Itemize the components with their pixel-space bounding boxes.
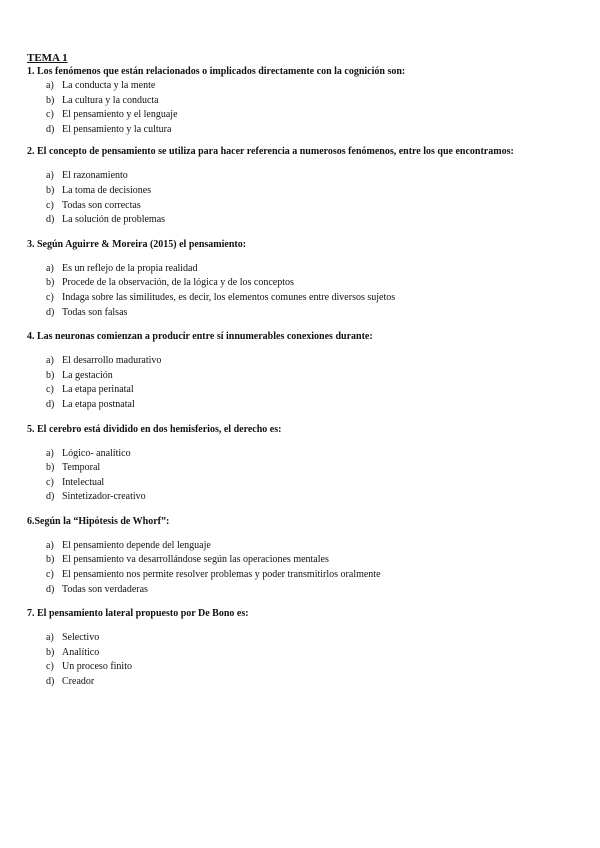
question-4: 4. Las neuronas comienzan a producir entre sí innumerables conexiones durante: [27, 331, 373, 343]
option-letter: a) [46, 170, 54, 182]
option-6a [27, 539, 582, 554]
question-1-options [27, 79, 582, 137]
option-letter: d) [46, 676, 55, 688]
option-text: Temporal [62, 462, 101, 474]
option-6d [27, 583, 582, 598]
option-2b [27, 184, 582, 199]
option-letter: c) [46, 384, 54, 396]
option-7b [27, 646, 582, 661]
option-text: La etapa perinatal [62, 384, 134, 396]
option-text: Un proceso finito [62, 661, 132, 673]
option-4d [27, 398, 582, 413]
option-1a [27, 79, 582, 94]
option-letter: b) [46, 462, 55, 474]
option-7a [27, 631, 582, 646]
option-6b [27, 553, 582, 568]
option-letter: c) [46, 199, 54, 211]
option-letter: c) [46, 109, 54, 121]
option-text: Procede de la observación, de la lógica y de los conceptos [62, 277, 294, 289]
option-letter: a) [46, 355, 54, 367]
option-letter: b) [46, 94, 55, 106]
option-text: Lógico- analítico [62, 447, 131, 459]
option-letter: b) [46, 369, 55, 381]
question-1: 1. Los fenómenos que están relacionados o implicados directamente con la cognición son: [27, 66, 406, 77]
option-4c [27, 383, 582, 398]
option-letter: c) [46, 476, 54, 488]
option-2d [27, 213, 582, 228]
option-text: El pensamiento nos permite resolver problemas y poder transmitirlos oralmente [62, 569, 381, 581]
option-5b [27, 461, 582, 476]
option-text: El pensamiento depende del lenguaje [62, 539, 211, 551]
option-5a [27, 447, 582, 462]
option-1d [27, 123, 582, 138]
option-letter: d) [46, 214, 55, 226]
option-letter: b) [46, 554, 55, 566]
option-1c [27, 108, 582, 123]
option-text: Es un reflejo de la propia realidad [62, 262, 198, 274]
question-5-options [27, 447, 582, 505]
option-7d [27, 675, 582, 690]
option-text: Analítico [62, 646, 100, 658]
option-letter: b) [46, 184, 55, 196]
option-7c [27, 660, 582, 675]
option-text: El desarrollo madurativo [62, 355, 162, 367]
option-letter: d) [46, 398, 55, 410]
option-letter: c) [46, 291, 54, 303]
option-6c [27, 568, 582, 583]
option-1b [27, 94, 582, 109]
option-4a [27, 354, 582, 369]
question-2-options [27, 169, 582, 227]
option-text: La gestación [62, 369, 113, 381]
question-2: 2. El concepto de pensamiento se utiliza para hacer referencia a numerosos fenómenos, entre los que encontramos: [27, 146, 514, 158]
option-letter: b) [46, 646, 55, 658]
option-letter: b) [46, 277, 55, 289]
document-page [27, 51, 582, 690]
option-letter: d) [46, 306, 55, 318]
question-6: 6.Según la “Hipótesis de Whorf”: [27, 515, 170, 527]
option-letter: c) [46, 661, 54, 673]
option-5c [27, 476, 582, 491]
question-7-options [27, 631, 582, 689]
option-text: Indaga sobre las similitudes, es decir, los elementos comunes entre diversos sujetos [62, 291, 396, 303]
option-text: Sintetizador-creativo [62, 491, 146, 503]
option-text: La toma de decisiones [62, 184, 152, 196]
option-text: La conducta y la mente [62, 80, 156, 91]
option-2a [27, 169, 582, 184]
option-4b [27, 369, 582, 384]
option-letter: a) [46, 262, 54, 274]
option-text: El pensamiento va desarrollándose según las operaciones mentales [62, 554, 329, 566]
option-text: El razonamiento [62, 170, 128, 182]
option-2c [27, 199, 582, 214]
option-3c [27, 291, 582, 306]
option-letter: c) [46, 569, 54, 581]
question-3-options [27, 262, 582, 320]
option-letter: d) [46, 491, 55, 503]
option-text: El pensamiento y la cultura [62, 123, 172, 135]
option-text: El pensamiento y el lenguaje [62, 109, 178, 121]
option-letter: a) [46, 447, 54, 459]
option-text: La cultura y la conducta [62, 94, 159, 106]
option-text: Todas son verdaderas [62, 583, 148, 595]
question-6-options [27, 539, 582, 597]
option-text: Todas son falsas [62, 306, 128, 318]
option-letter: d) [46, 123, 55, 135]
option-text: Creador [62, 676, 95, 688]
option-letter: a) [46, 539, 54, 551]
option-3b [27, 276, 582, 291]
option-letter: d) [46, 583, 55, 595]
option-3a [27, 262, 582, 277]
option-text: La solución de problemas [62, 214, 166, 226]
option-3d [27, 306, 582, 321]
option-text: Selectivo [62, 632, 100, 644]
option-text: Todas son correctas [62, 199, 141, 211]
question-5: 5. El cerebro está dividido en dos hemisferios, el derecho es: [27, 423, 282, 435]
option-5d [27, 490, 582, 505]
question-7: 7. El pensamiento lateral propuesto por De Bono es: [27, 608, 249, 620]
question-4-options [27, 354, 582, 412]
option-letter: a) [46, 80, 54, 91]
section-title: TEMA 1 [27, 52, 68, 64]
option-text: Intelectual [62, 476, 105, 488]
question-3: 3. Según Aguirre & Moreira (2015) el pensamiento: [27, 238, 247, 250]
option-text: La etapa postnatal [62, 398, 135, 410]
option-letter: a) [46, 632, 54, 644]
